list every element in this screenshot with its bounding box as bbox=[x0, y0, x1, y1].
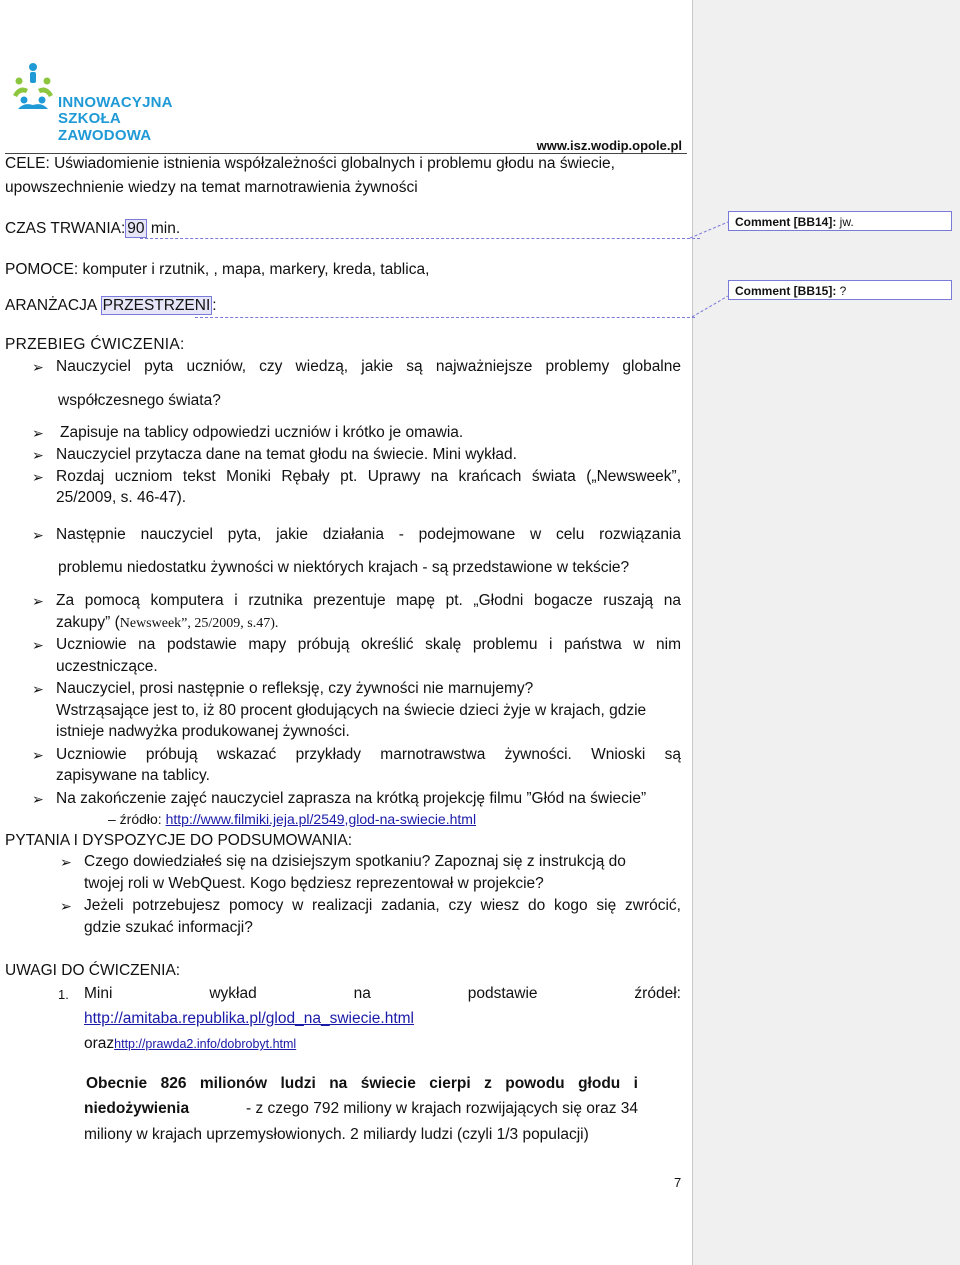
przebieg-item10-source bbox=[108, 811, 476, 827]
uwagi-heading: UWAGI DO ĆWICZENIA: bbox=[5, 962, 181, 979]
bullet-arrow-icon: ➢ bbox=[32, 593, 44, 609]
logo-text-line2: SZKOŁA ZAWODOWA bbox=[58, 110, 152, 144]
source-label: – źródło: bbox=[108, 811, 166, 827]
uwagi-item1-number: 1. bbox=[58, 987, 69, 1002]
przebieg-item8-line1: Nauczyciel, prosi następnie o refleksję, czy żywności nie marnujemy? bbox=[56, 680, 534, 697]
film-link[interactable]: http://www.filmiki.jeja.pl/2549,glod-na-swiecie.html bbox=[165, 811, 477, 827]
logo-figures-icon bbox=[10, 62, 56, 110]
pytania-q2-line1: Jeżeli potrzebujesz pomocy w realizacji zadania, czy wiesz do kogo się zwrócić, bbox=[84, 897, 681, 914]
school-logo bbox=[8, 62, 198, 144]
przebieg-item9-line1: Uczniowie próbują wskazać przykłady marnotrawstwa żywności. Wnioski są bbox=[56, 746, 681, 763]
czas-trwania bbox=[5, 220, 180, 238]
quote-line3: miliony w krajach uprzemysłowionych. 2 miliardy ludzi (czyli 1/3 populacji) bbox=[84, 1126, 589, 1143]
przebieg-item8-line2: Wstrząsające jest to, iż 80 procent głodujących na świecie dzieci żyje w krajach, gdzie bbox=[56, 702, 647, 719]
header-website: www.isz.wodip.opole.pl bbox=[536, 138, 682, 153]
comment-connector bbox=[195, 317, 695, 318]
uwagi-word: źródeł: bbox=[634, 985, 681, 1002]
przebieg-item4-line1: Rozdaj uczniom tekst Moniki Rębały pt. Uprawy na krańcach świata („Newsweek”, bbox=[56, 468, 681, 485]
aranzacja-label: ARANŻACJA bbox=[5, 297, 101, 314]
czas-value[interactable]: 90 bbox=[127, 220, 145, 237]
uwagi-link1-line bbox=[84, 1010, 414, 1028]
przebieg-item7-line2: uczestniczące. bbox=[56, 658, 158, 675]
uwagi-link2-line bbox=[84, 1035, 296, 1053]
bullet-arrow-icon: ➢ bbox=[32, 359, 44, 375]
comment-text: jw. bbox=[836, 215, 854, 229]
przebieg-item10-line1: Na zakończenie zajęć nauczyciel zaprasza na krótką projekcję filmu ”Głód na świecie” bbox=[56, 790, 647, 807]
przebieg-item5-line2: problemu niedostatku żywności w niektórych krajach - są przedstawione w tekście? bbox=[58, 559, 630, 576]
quote-line1: Obecnie 826 milionów ludzi na świecie cierpi z powodu głodu i bbox=[86, 1075, 638, 1092]
przebieg-item8-line3: istnieje nadwyżka produkowanej żywności. bbox=[56, 723, 350, 740]
bullet-arrow-icon: ➢ bbox=[32, 637, 44, 653]
comment-connector-slant bbox=[692, 295, 730, 319]
przebieg-item1-line1: Nauczyciel pyta uczniów, czy wiedzą, jakie są najważniejsze problemy globalne bbox=[56, 358, 681, 375]
pytania-heading: PYTANIA I DYSPOZYCJE DO PODSUMOWANIA: bbox=[5, 832, 353, 849]
cel-line2: upowszechnienie wiedzy na temat marnotrawienia żywności bbox=[5, 179, 418, 196]
pomoce: POMOCE: komputer i rzutnik, , mapa, markery, kreda, tablica, bbox=[5, 261, 430, 278]
aranzacja-suffix: : bbox=[212, 297, 217, 314]
header-rule bbox=[5, 153, 687, 154]
aranzacja-value[interactable]: PRZESTRZENI bbox=[102, 297, 211, 314]
uwagi-word: na bbox=[353, 985, 371, 1002]
uwagi-item1-line1 bbox=[84, 985, 681, 1003]
bullet-arrow-icon: ➢ bbox=[32, 747, 44, 763]
prawda2-link[interactable]: http://prawda2.info/dobrobyt.html bbox=[114, 1037, 297, 1051]
przebieg-item9-line2: zapisywane na tablicy. bbox=[56, 767, 210, 784]
comments-margin bbox=[692, 0, 960, 1265]
bullet-arrow-icon: ➢ bbox=[32, 681, 44, 697]
bullet-arrow-icon: ➢ bbox=[32, 469, 44, 485]
item6-newsweek: Newsweek”, 25/2009, s.47). bbox=[119, 616, 279, 631]
przebieg-item6-line2 bbox=[56, 614, 278, 632]
przebieg-heading: PRZEBIEG ĆWICZENIA: bbox=[5, 336, 185, 353]
cel-line1: CELE: Uświadomienie istnienia współzależności globalnych i problemu głodu na świecie, bbox=[5, 155, 615, 172]
pytania-q1-line1: Czego dowiedziałeś się na dzisiejszym spotkaniu? Zapoznaj się z instrukcją do bbox=[84, 853, 626, 870]
przebieg-item7-line1: Uczniowie na podstawie mapy próbują określić skalę problemu i państwa w nim bbox=[56, 636, 681, 653]
quote-bold-word: niedożywienia bbox=[84, 1100, 190, 1117]
czas-label: CZAS TRWANIA: bbox=[5, 220, 126, 237]
comment-text: ? bbox=[836, 284, 847, 298]
przebieg-item6-line1: Za pomocą komputera i rzutnika prezentuje mapę pt. „Głodni bogacze ruszają na bbox=[56, 592, 681, 609]
comment-connector bbox=[140, 238, 700, 239]
aranzacja bbox=[5, 297, 217, 315]
przebieg-item3: Nauczyciel przytacza dane na temat głodu na świecie. Mini wykład. bbox=[56, 446, 517, 463]
quote-line2-rest: - z czego 792 miliony w krajach rozwijających się oraz 34 bbox=[246, 1100, 638, 1117]
comment-connector-slant bbox=[690, 221, 730, 241]
bullet-arrow-icon: ➢ bbox=[32, 425, 44, 441]
uwagi-word: podstawie bbox=[467, 985, 538, 1002]
pytania-q1-line2: twojej roli w WebQuest. Kogo będziesz reprezentował w projekcie? bbox=[84, 875, 544, 892]
bullet-arrow-icon: ➢ bbox=[32, 791, 44, 807]
uwagi-word: wykład bbox=[209, 985, 257, 1002]
bullet-arrow-icon: ➢ bbox=[60, 898, 72, 914]
bullet-arrow-icon: ➢ bbox=[32, 447, 44, 463]
bullet-arrow-icon: ➢ bbox=[60, 854, 72, 870]
comment-bb14[interactable] bbox=[728, 211, 952, 231]
uwagi-word: Mini bbox=[84, 985, 113, 1002]
przebieg-item5-line1: Następnie nauczyciel pyta, jakie działania - podejmowane w celu rozwiązania bbox=[56, 526, 681, 543]
przebieg-item1-line2: współczesnego świata? bbox=[58, 392, 221, 409]
amitaba-link[interactable]: http://amitaba.republika.pl/glod_na_swiecie.html bbox=[84, 1010, 414, 1027]
przebieg-item4-line2: 25/2009, s. 46-47). bbox=[56, 489, 187, 506]
page-number: 7 bbox=[674, 1175, 682, 1190]
oraz-text: oraz bbox=[84, 1035, 115, 1052]
comment-author: Comment [BB15]: bbox=[735, 284, 837, 298]
pytania-q2-line2: gdzie szukać informacji? bbox=[84, 919, 253, 936]
przebieg-item2: Zapisuje na tablicy odpowiedzi uczniów i krótko je omawia. bbox=[60, 424, 464, 441]
item6-zakupy: zakupy” ( bbox=[56, 614, 120, 631]
comment-bb15[interactable] bbox=[728, 280, 952, 300]
bullet-arrow-icon: ➢ bbox=[32, 527, 44, 543]
comment-author: Comment [BB14]: bbox=[735, 215, 837, 229]
quote-line2 bbox=[84, 1100, 638, 1118]
czas-suffix: min. bbox=[146, 220, 181, 237]
logo-text-line1: INNOWACYJNA bbox=[58, 94, 173, 111]
